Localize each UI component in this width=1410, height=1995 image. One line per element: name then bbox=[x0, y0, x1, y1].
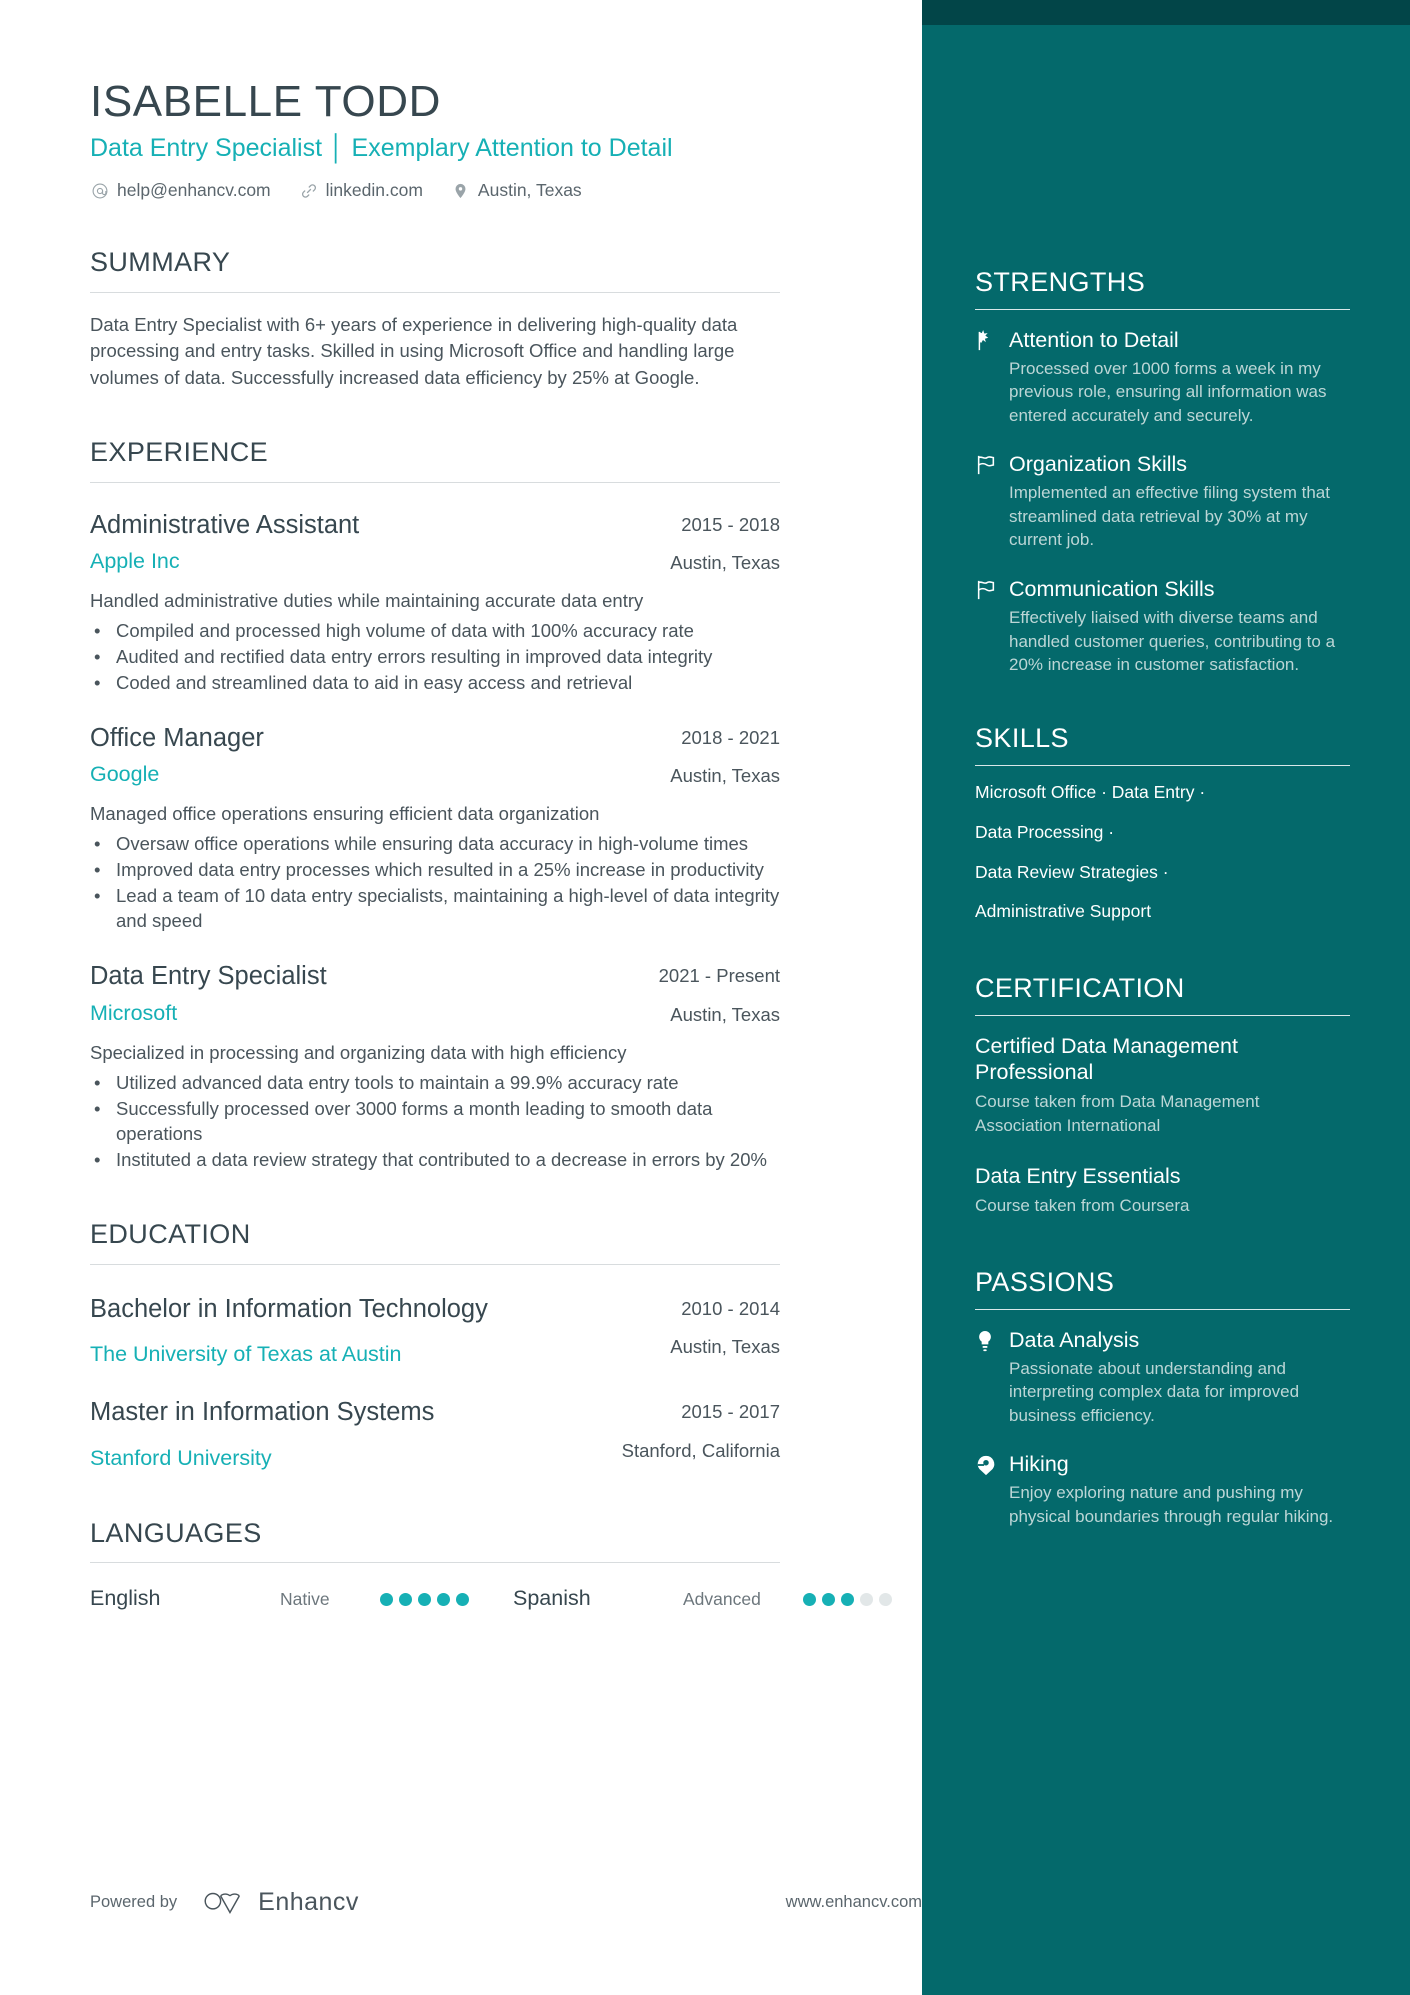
language-level: Native bbox=[280, 1588, 330, 1609]
certification-title: CERTIFICATION bbox=[975, 973, 1185, 1004]
contact-email-text: help@enhancv.com bbox=[117, 180, 271, 201]
strengths-title: STRENGTHS bbox=[975, 267, 1146, 297]
sidebar bbox=[922, 0, 1410, 1995]
job-summary: Handled administrative duties while maintaining accurate data entry bbox=[90, 589, 644, 611]
languages-list bbox=[90, 1586, 780, 1612]
job-location: Austin, Texas bbox=[670, 765, 780, 787]
job-title: Administrative Assistant bbox=[90, 510, 360, 539]
sidebar-section-skills bbox=[975, 724, 1350, 923]
bullet-marker: • bbox=[94, 645, 101, 667]
bullet-item bbox=[90, 1096, 780, 1148]
school-location: Austin, Texas bbox=[670, 1336, 780, 1358]
education-entry bbox=[90, 1397, 780, 1471]
bullet-marker: • bbox=[94, 671, 101, 693]
skills-list bbox=[975, 781, 1350, 923]
bullet-item bbox=[90, 644, 780, 670]
section-education bbox=[90, 1220, 922, 1471]
at-icon bbox=[90, 181, 110, 201]
summary-divider bbox=[90, 292, 780, 293]
education-title: EDUCATION bbox=[90, 1219, 251, 1250]
education-divider bbox=[90, 1264, 780, 1265]
language-rating bbox=[380, 1593, 469, 1606]
website-url: www.enhancv.com bbox=[785, 1893, 922, 1911]
sidebar-content bbox=[922, 0, 1410, 1552]
bullet-item bbox=[90, 831, 780, 857]
contact-linkedin-text: linkedin.com bbox=[325, 180, 423, 201]
experience-entry bbox=[90, 961, 780, 1173]
bullet-text: Audited and rectified data entry errors resulting in improved data integrity bbox=[116, 645, 713, 667]
contact-email[interactable] bbox=[90, 180, 271, 201]
job-company: Microsoft bbox=[90, 1000, 178, 1025]
job-bullets bbox=[90, 1070, 780, 1174]
contact-linkedin[interactable] bbox=[299, 180, 423, 201]
sidebar-section-passions bbox=[975, 1268, 1350, 1528]
strength-item bbox=[975, 327, 1350, 428]
bullet-text: Instituted a data review strategy that contributed to a decrease in errors by 20% bbox=[116, 1149, 767, 1171]
passion-title: Data Analysis bbox=[1009, 1327, 1140, 1352]
strength-desc: Implemented an effective filing system that streamlined data retrieval by 30% at my current job. bbox=[1009, 483, 1330, 550]
section-experience bbox=[90, 438, 922, 1173]
languages-divider bbox=[90, 1562, 780, 1563]
enhancv-logo-icon bbox=[201, 1889, 245, 1917]
bullet-marker: • bbox=[94, 832, 101, 854]
passion-item bbox=[975, 1451, 1350, 1528]
summary-text: Data Entry Specialist with 6+ years of experience in delivering high-quality data processing and entry tasks. Skilled in using Microsoft Office and handling large volumes of data. Successfully increased data efficiency by 25% at Google. bbox=[90, 314, 738, 388]
bullet-item bbox=[90, 1070, 780, 1096]
experience-divider bbox=[90, 482, 780, 483]
skills-title: SKILLS bbox=[975, 723, 1069, 754]
certification-desc: Course taken from Coursera bbox=[975, 1196, 1190, 1216]
passions-divider bbox=[975, 1309, 1350, 1310]
job-summary: Managed office operations ensuring efficient data organization bbox=[90, 802, 600, 824]
rating-dot bbox=[380, 1593, 393, 1606]
certification-item bbox=[975, 1163, 1350, 1218]
passion-item bbox=[975, 1327, 1350, 1428]
flag-icon bbox=[975, 576, 1009, 677]
map-pin-icon bbox=[451, 181, 471, 201]
job-company: Google bbox=[90, 762, 160, 787]
rating-dot bbox=[418, 1593, 431, 1606]
bullet-marker: • bbox=[94, 1097, 101, 1119]
rating-dot bbox=[437, 1593, 450, 1606]
bullet-item bbox=[90, 618, 780, 644]
language-item bbox=[90, 1586, 469, 1612]
contact-bar bbox=[90, 180, 922, 201]
job-location: Austin, Texas bbox=[670, 552, 780, 574]
language-level: Advanced bbox=[683, 1588, 761, 1609]
strength-title: Attention to Detail bbox=[1009, 327, 1179, 352]
rating-dot bbox=[841, 1593, 854, 1606]
bullet-text: Oversaw office operations while ensuring data accuracy in high-volume times bbox=[116, 832, 749, 854]
contact-location-text: Austin, Texas bbox=[477, 180, 582, 201]
strength-desc: Processed over 1000 forms a week in my previous role, ensuring all information was entered accurately and securely. bbox=[1009, 358, 1327, 425]
degree-date: 2010 - 2014 bbox=[681, 1297, 780, 1319]
languages-title: LANGUAGES bbox=[90, 1517, 262, 1548]
rating-dot bbox=[803, 1593, 816, 1606]
rating-dot bbox=[879, 1593, 892, 1606]
skill-line: Data Processing · bbox=[975, 821, 1115, 842]
rating-dot bbox=[860, 1593, 873, 1606]
bullet-item bbox=[90, 670, 780, 696]
passion-desc: Passionate about understanding and interpreting complex data for improved business efficiency. bbox=[1009, 1358, 1300, 1425]
school-location: Stanford, California bbox=[621, 1439, 780, 1461]
bullet-text: Compiled and processed high volume of data with 100% accuracy rate bbox=[116, 619, 694, 641]
bullet-marker: • bbox=[94, 884, 101, 906]
job-bullets bbox=[90, 618, 780, 696]
job-bullets bbox=[90, 831, 780, 935]
strength-item bbox=[975, 576, 1350, 677]
job-title: Data Entry Specialist bbox=[90, 962, 327, 991]
experience-entry bbox=[90, 510, 780, 696]
job-date: 2015 - 2018 bbox=[681, 513, 780, 535]
rating-dot bbox=[399, 1593, 412, 1606]
bullet-marker: • bbox=[94, 619, 101, 641]
page-title: ISABELLE TODD bbox=[90, 77, 441, 126]
language-name: English bbox=[90, 1586, 161, 1611]
bullet-text: Utilized advanced data entry tools to maintain a 99.9% accuracy rate bbox=[116, 1071, 679, 1093]
skill-line: Data Review Strategies · bbox=[975, 861, 1169, 882]
job-location: Austin, Texas bbox=[670, 1003, 780, 1025]
strengths-divider bbox=[975, 309, 1350, 310]
strength-desc: Effectively liaised with diverse teams and handled customer queries, contributing to a 20% increase in customer satisfaction. bbox=[1009, 608, 1336, 674]
strength-item bbox=[975, 451, 1350, 552]
section-languages bbox=[90, 1519, 922, 1612]
rating-dot bbox=[456, 1593, 469, 1606]
education-entry bbox=[90, 1294, 780, 1368]
certification-desc: Course taken from Data Management Association International bbox=[975, 1092, 1260, 1135]
passions-title: PASSIONS bbox=[975, 1266, 1115, 1297]
link-icon bbox=[299, 181, 319, 201]
skill-line: Administrative Support bbox=[975, 901, 1152, 922]
lightbulb-icon bbox=[975, 1327, 1009, 1428]
certification-item bbox=[975, 1033, 1350, 1137]
certification-name: Certified Data Management Professional bbox=[975, 1033, 1238, 1085]
footer bbox=[90, 1888, 922, 1917]
strength-title: Organization Skills bbox=[1009, 452, 1188, 477]
language-item bbox=[513, 1586, 892, 1612]
sidebar-section-strengths bbox=[975, 268, 1350, 676]
bullet-marker: • bbox=[94, 858, 101, 880]
enhancv-brand-text: Enhancv bbox=[258, 1888, 359, 1916]
job-company: Apple Inc bbox=[90, 549, 180, 574]
contact-location bbox=[451, 180, 582, 201]
degree-title: Master in Information Systems bbox=[90, 1398, 435, 1427]
strength-title: Communication Skills bbox=[1009, 576, 1215, 601]
certification-divider bbox=[975, 1015, 1350, 1016]
bullet-item bbox=[90, 883, 780, 935]
bullet-text: Coded and streamlined data to aid in easy access and retrieval bbox=[116, 671, 633, 693]
star-icon bbox=[975, 327, 1009, 428]
bullet-item bbox=[90, 857, 780, 883]
passion-title: Hiking bbox=[1009, 1452, 1069, 1477]
section-summary bbox=[90, 248, 922, 390]
headline: Data Entry Specialist │ Exemplary Attention to Detail bbox=[90, 134, 673, 163]
skills-divider bbox=[975, 765, 1350, 766]
hiking-icon bbox=[975, 1451, 1009, 1528]
rating-dot bbox=[822, 1593, 835, 1606]
sidebar-section-certification bbox=[975, 974, 1350, 1218]
degree-date: 2015 - 2017 bbox=[681, 1401, 780, 1423]
language-name: Spanish bbox=[513, 1586, 591, 1611]
certification-name: Data Entry Essentials bbox=[975, 1164, 1181, 1189]
job-date: 2018 - 2021 bbox=[681, 726, 780, 748]
bullet-item bbox=[90, 1147, 780, 1173]
job-summary: Specialized in processing and organizing data with high efficiency bbox=[90, 1041, 627, 1063]
language-rating bbox=[803, 1593, 892, 1606]
flag-icon bbox=[975, 451, 1009, 552]
powered-by-label: Powered by bbox=[90, 1893, 178, 1911]
bullet-marker: • bbox=[94, 1071, 101, 1093]
summary-title: SUMMARY bbox=[90, 247, 231, 278]
job-date: 2021 - Present bbox=[658, 965, 780, 987]
skill-line: Microsoft Office · Data Entry · bbox=[975, 782, 1206, 803]
passion-desc: Enjoy exploring nature and pushing my physical boundaries through regular hiking. bbox=[1009, 1483, 1334, 1526]
experience-entry bbox=[90, 723, 780, 935]
bullet-text: Improved data entry processes which resulted in a 25% increase in productivity bbox=[116, 858, 764, 880]
school-name: Stanford University bbox=[90, 1445, 272, 1470]
bullet-text: Successfully processed over 3000 forms a month leading to smooth data operations bbox=[116, 1097, 713, 1145]
school-name: The University of Texas at Austin bbox=[90, 1342, 402, 1367]
degree-title: Bachelor in Information Technology bbox=[90, 1294, 488, 1323]
bullet-text: Lead a team of 10 data entry specialists, maintaining a high-level of data integrity and speed bbox=[116, 884, 780, 932]
bullet-marker: • bbox=[94, 1149, 101, 1171]
job-title: Office Manager bbox=[90, 723, 264, 752]
experience-title: EXPERIENCE bbox=[90, 436, 269, 467]
